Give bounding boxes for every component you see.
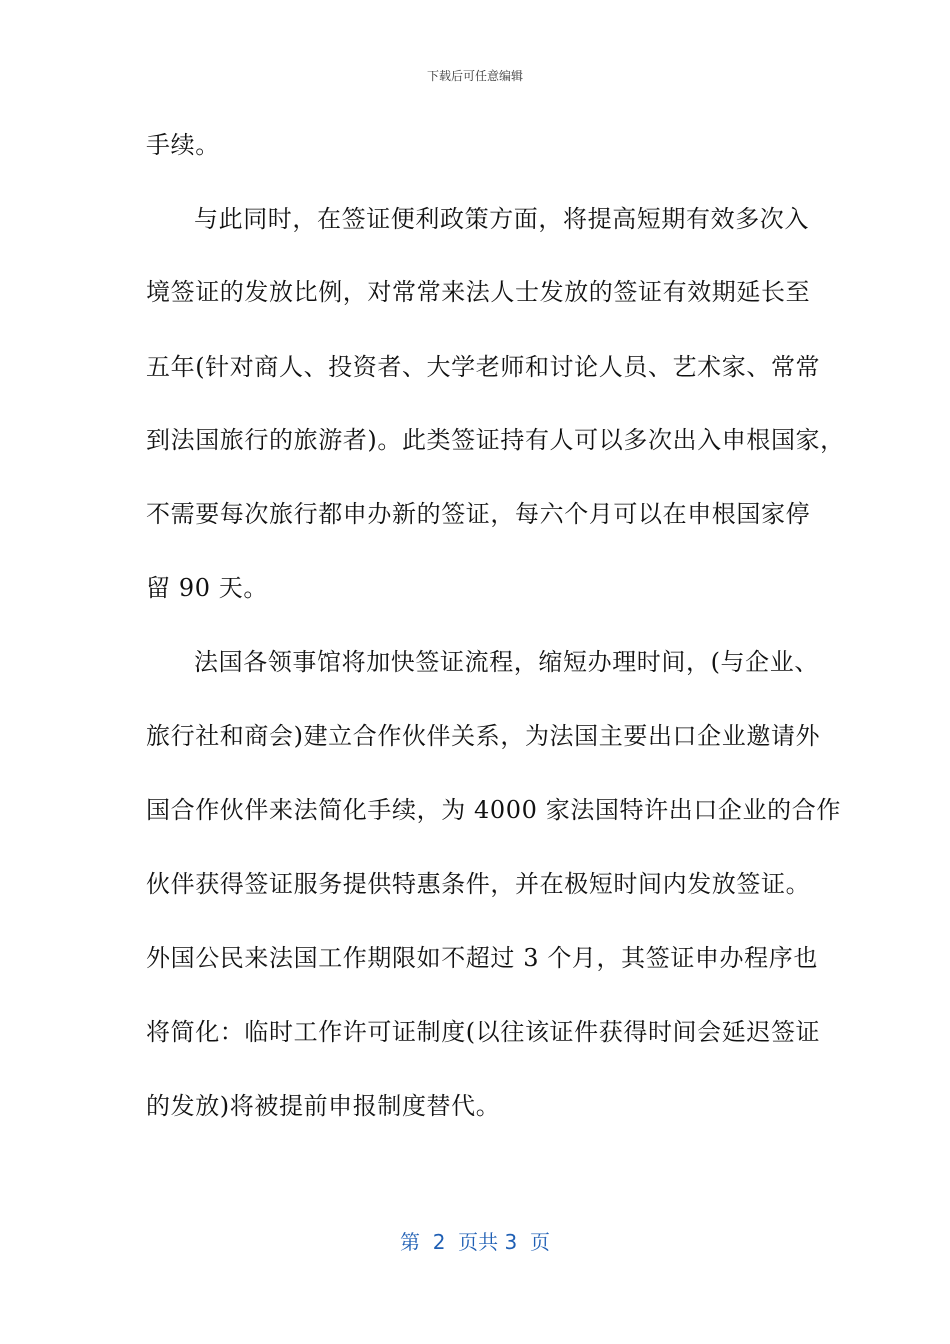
text-line: 伙伴获得签证服务提供特惠条件，并在极短时间内发放签证。: [146, 870, 811, 898]
text-line: 到法国旅行的旅游者)。此类签证持有人可以多次出入申根国家，: [146, 426, 845, 454]
header-note: 下载后可任意编辑: [426, 69, 523, 83]
text-line: 外国公民来法国工作期限如不超过 3 个月，其签证申办程序也: [146, 944, 818, 972]
text-line: 手续。: [146, 131, 220, 159]
text-line: 留 90 天。: [146, 574, 268, 602]
text-line: 国合作伙伴来法简化手续，为 4000 家法国特许出口企业的合作: [146, 796, 841, 824]
text-line: 五年(针对商人、投资者、大学老师和讨论人员、艺术家、常常: [146, 353, 821, 381]
paragraph-start-line: 与此同时，在签证便利政策方面，将提高短期有效多次入: [194, 205, 809, 233]
text-line: 的发放)将被提前申报制度替代。: [146, 1092, 501, 1120]
text-line: 旅行社和商会)建立合作伙伴关系，为法国主要出口企业邀请外: [146, 722, 821, 750]
text-line: 境签证的发放比例，对常常来法人士发放的签证有效期延长至: [146, 278, 811, 306]
text-line: 将简化：临时工作许可证制度(以往该证件获得时间会延迟签证: [146, 1018, 821, 1046]
paragraph-start-line: 法国各领事馆将加快签证流程，缩短办理时间，(与企业、: [194, 648, 819, 676]
page-number-footer: 第 2 页共 3 页: [400, 1230, 550, 1254]
text-line: 不需要每次旅行都申办新的签证，每六个月可以在申根国家停: [146, 500, 811, 528]
